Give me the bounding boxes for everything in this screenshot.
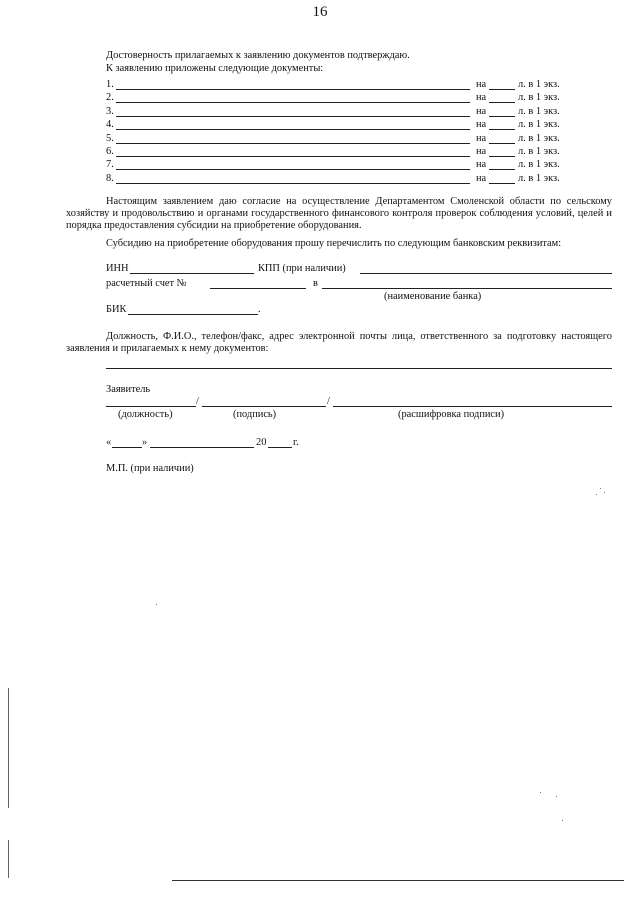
account-field[interactable] [210, 288, 306, 289]
decoding-field[interactable] [333, 406, 612, 407]
document-on-label: на [476, 119, 487, 131]
position-hint: (должность) [118, 409, 173, 420]
document-row [106, 133, 576, 146]
kpp-field[interactable] [360, 273, 612, 274]
document-number: 5. [106, 132, 114, 144]
decoding-hint: (расшифровка подписи) [398, 409, 505, 420]
document-row [106, 146, 576, 159]
position-field[interactable] [106, 406, 196, 407]
document-name-field[interactable] [116, 169, 470, 170]
scan-speck [596, 494, 597, 495]
scan-speck [562, 820, 563, 821]
document-name-field[interactable] [116, 116, 470, 117]
document-on-label: на [476, 105, 487, 117]
applicant-label: Заявитель [106, 384, 151, 395]
scan-speck [556, 796, 557, 797]
inn-label: ИНН [106, 263, 129, 274]
scan-edge-mark [8, 688, 9, 808]
document-name-field[interactable] [116, 89, 470, 90]
document-number: 6. [106, 146, 114, 157]
document-number: 3. [106, 105, 114, 117]
document-on-label: на [476, 92, 487, 104]
slash-2: / [327, 396, 330, 407]
stamp-label: М.П. (при наличии) [106, 463, 194, 474]
date-day-field[interactable] [112, 447, 142, 448]
document-number: 2. [106, 92, 114, 104]
date-year-field[interactable] [268, 447, 292, 448]
confirm-text: Достоверность прилагаемых к заявлению документов подтверждаю. [106, 50, 410, 61]
scan-edge-mark-lower [8, 840, 9, 878]
document-sheet-count-field[interactable] [489, 169, 515, 170]
date-month-field[interactable] [150, 447, 254, 448]
scan-speck [604, 492, 605, 493]
document-sheet-count-field[interactable] [489, 183, 515, 184]
document-sheets-label: л. в 1 экз. [518, 105, 560, 117]
document-sheets-label: л. в 1 экз. [518, 132, 560, 144]
scan-speck [600, 488, 601, 489]
document-sheets-label: л. в 1 экз. [518, 159, 560, 171]
document-on-label: на [476, 146, 487, 157]
document-row [106, 106, 576, 119]
document-sheets-label: л. в 1 экз. [518, 146, 560, 157]
document-name-field[interactable] [116, 102, 470, 103]
date-year-suffix: г. [293, 437, 299, 448]
attached-docs-heading: К заявлению приложены следующие документы: [106, 63, 324, 74]
signature-field[interactable] [202, 406, 326, 407]
document-on-label: на [476, 159, 487, 171]
bik-field[interactable] [128, 314, 258, 315]
document-number: 4. [106, 119, 114, 131]
transfer-text: Субсидию на приобретение оборудования прошу перечислить по следующим банковским реквизитам: [106, 238, 562, 249]
kpp-label: КПП (при наличии) [258, 263, 346, 274]
document-row [106, 173, 576, 186]
responsible-field[interactable] [106, 368, 612, 369]
document-sheet-count-field[interactable] [489, 102, 515, 103]
document-row [106, 159, 576, 172]
document-sheets-label: л. в 1 экз. [518, 79, 560, 90]
document-on-label: на [476, 79, 487, 90]
document-sheets-label: л. в 1 экз. [518, 119, 560, 131]
page-number: 16 [312, 4, 328, 20]
document-row [106, 79, 576, 92]
document-on-label: на [476, 132, 487, 144]
document-number: 8. [106, 172, 114, 184]
document-sheet-count-field[interactable] [489, 129, 515, 130]
date-open-quote: « [106, 437, 112, 448]
document-sheet-count-field[interactable] [489, 143, 515, 144]
bank-name-field[interactable] [322, 288, 612, 289]
slash-1: / [196, 396, 199, 407]
document-name-field[interactable] [116, 143, 470, 144]
bik-period: . [258, 304, 261, 315]
account-label: расчетный счет № [106, 278, 187, 289]
inn-field[interactable] [130, 273, 254, 274]
date-year-prefix: 20 [256, 437, 267, 448]
document-on-label: на [476, 172, 487, 184]
document-sheets-label: л. в 1 экз. [518, 92, 560, 104]
date-close-quote: » [142, 437, 148, 448]
signature-hint: (подпись) [233, 409, 277, 420]
document-name-field[interactable] [116, 156, 470, 157]
document-sheets-label: л. в 1 экз. [518, 172, 560, 184]
consent-text: Настоящим заявлением даю согласие на осуществление Департаментом Смоленской области по сельскому хозяйству и продовольствию и органами государственного финансового контроля проверок соблюдения условий, целей и порядка предоставления субсидии на приобретение оборудования. [66, 196, 612, 232]
document-sheet-count-field[interactable] [489, 89, 515, 90]
responsible-text: Должность, Ф.И.О., телефон/факс, адрес электронной почты лица, ответственного за подготовку настоящего заявления и прилагаемых к нему документов: [66, 331, 612, 355]
document-name-field[interactable] [116, 129, 470, 130]
document-name-field[interactable] [116, 183, 470, 184]
bank-name-hint: (наименование банка) [384, 291, 482, 302]
bank-in-label: в [313, 278, 318, 289]
scan-speck [540, 792, 541, 793]
bik-label: БИК [106, 304, 127, 315]
document-number: 7. [106, 159, 114, 171]
scan-speck [156, 604, 157, 605]
document-sheet-count-field[interactable] [489, 156, 515, 157]
document-number: 1. [106, 79, 114, 90]
document-row [106, 92, 576, 105]
bottom-border-line [172, 880, 624, 881]
document-sheet-count-field[interactable] [489, 116, 515, 117]
document-row [106, 119, 576, 132]
